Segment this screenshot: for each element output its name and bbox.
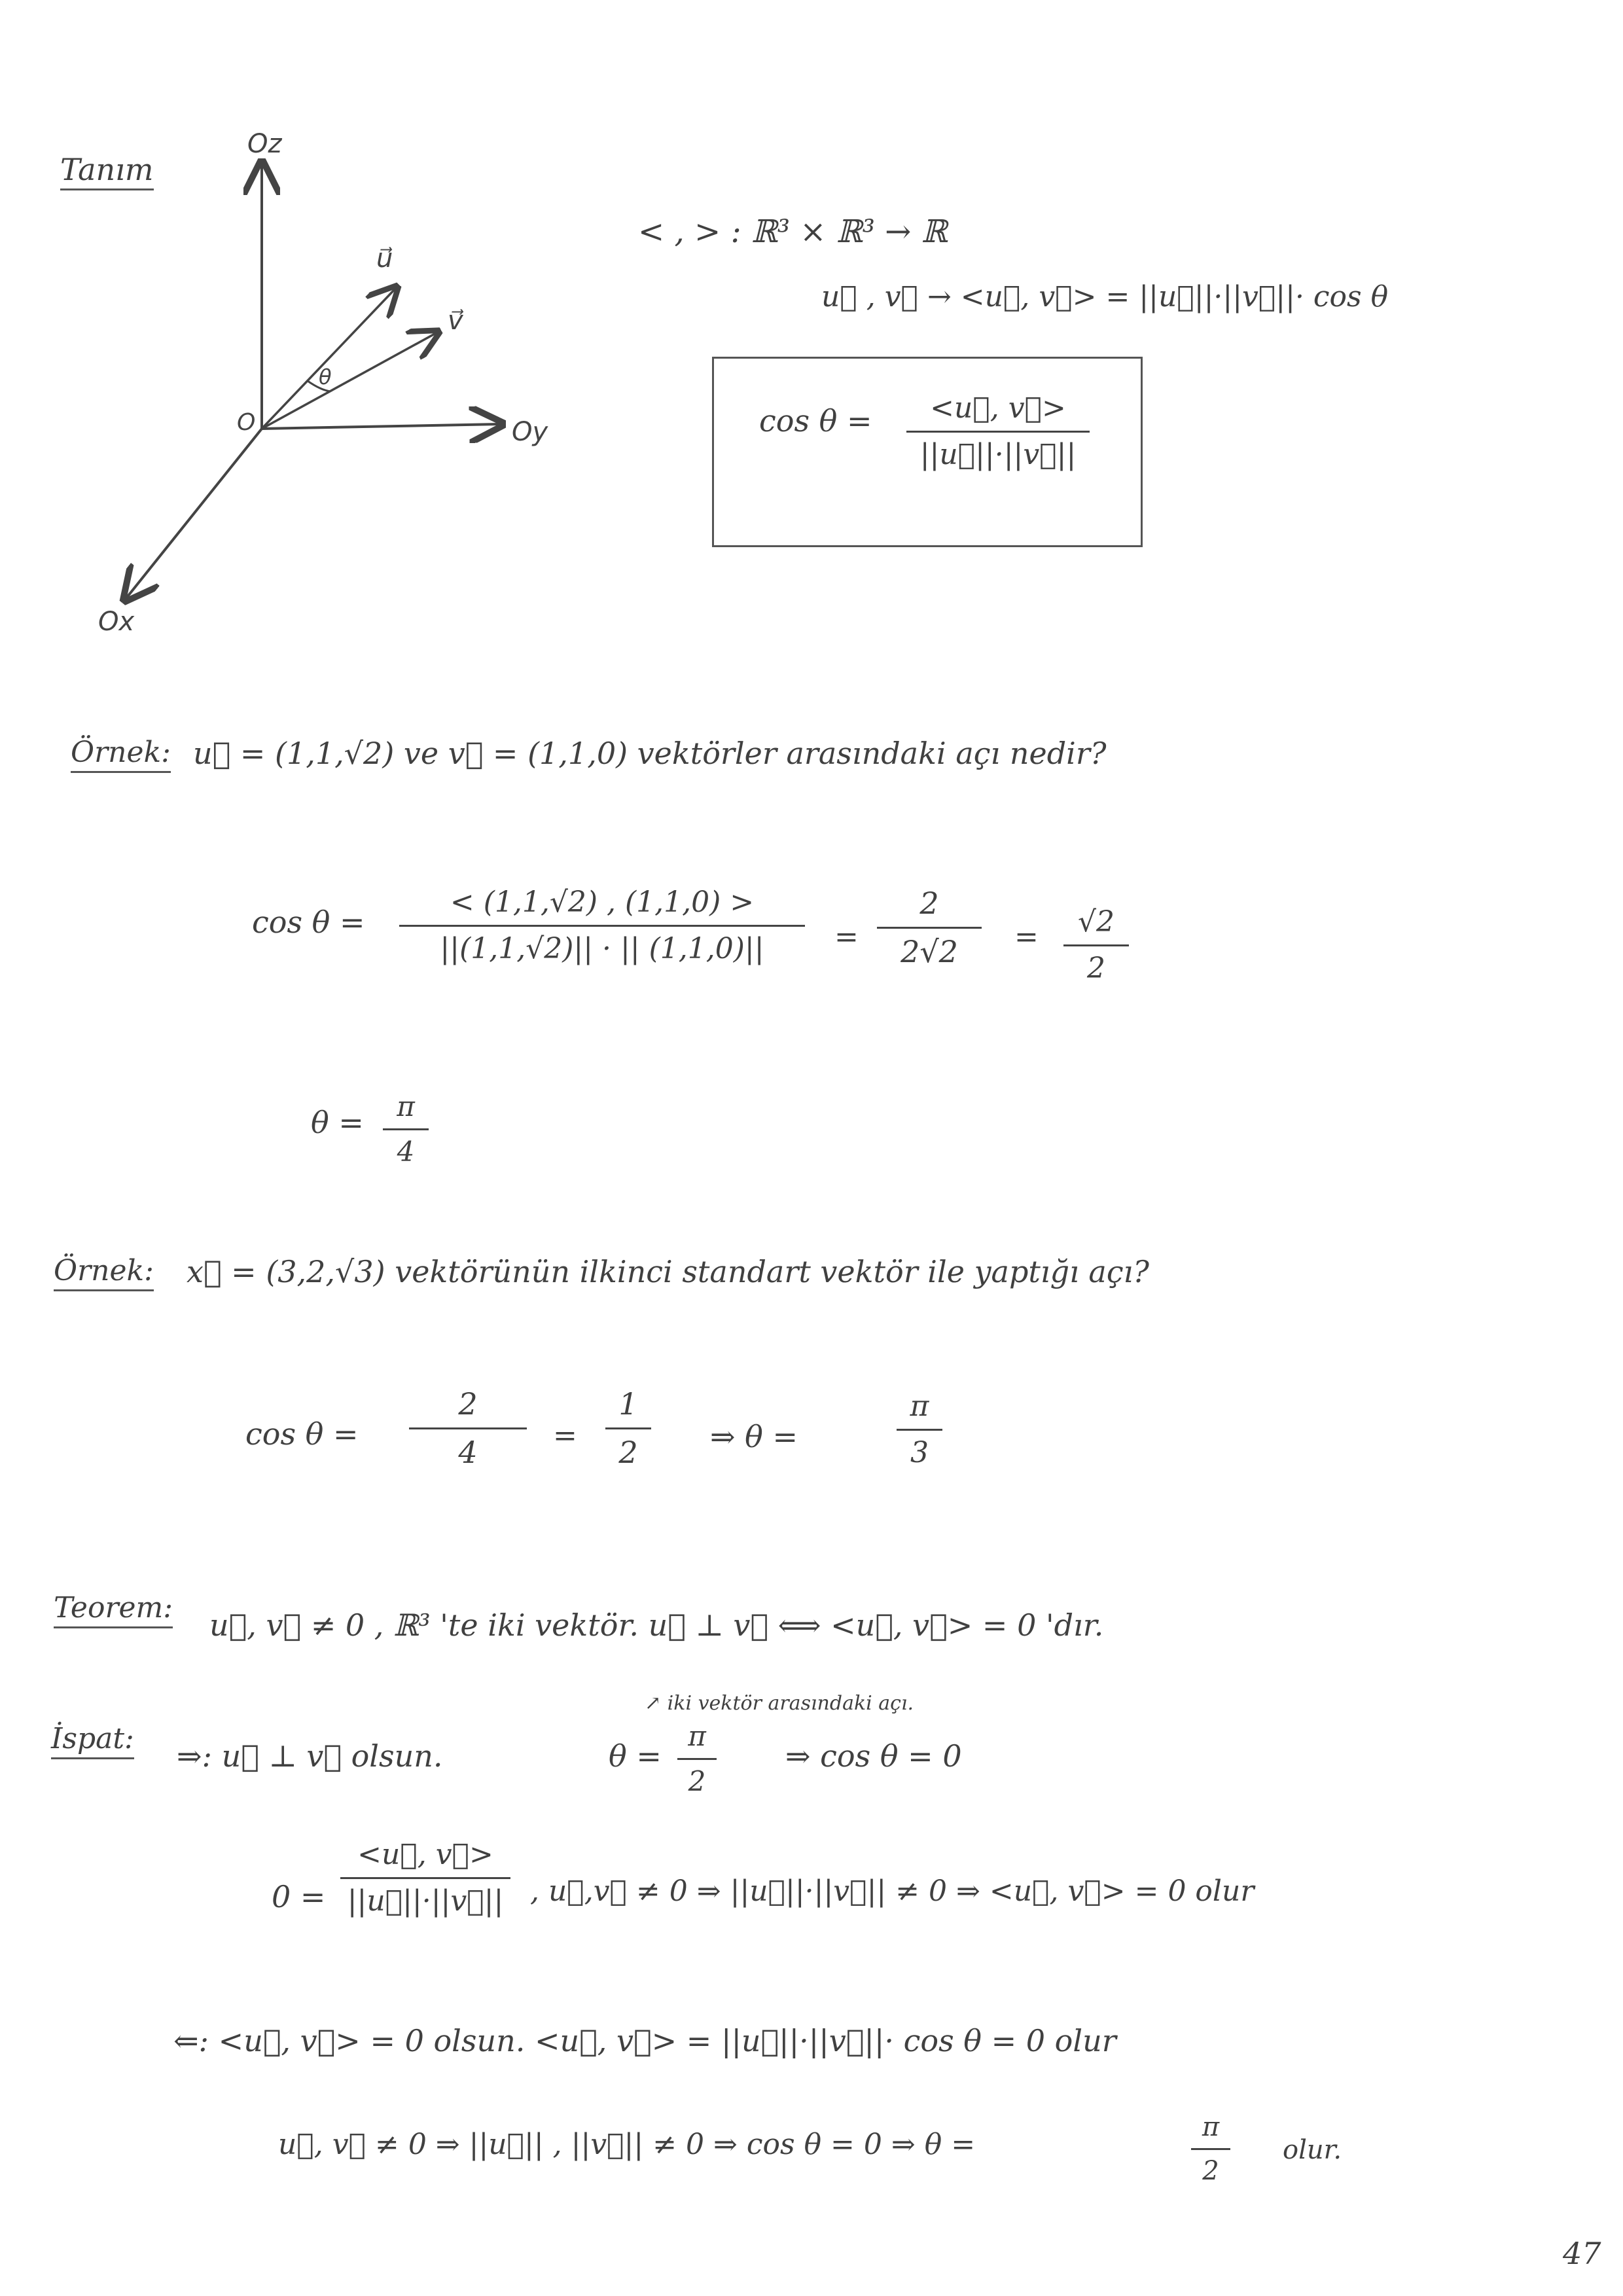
proof-line2-lhs: 0 = (272, 1879, 326, 1914)
example1-fraction3 (1063, 906, 1129, 985)
example2-numerator2: 1 (618, 1386, 638, 1422)
example2-implies: ⇒ θ = (710, 1419, 798, 1454)
box-fraction (906, 393, 1090, 471)
theorem-statement: u⃗, v⃗ ≠ 0 , ℝ³ 'te iki vektör. u⃗ ⊥ v⃗ ⟺ <u⃗, v⃗> = 0 'dır. (209, 1607, 1104, 1643)
proof-line4: u⃗, v⃗ ≠ 0 ⇒ ||u⃗|| , ||v⃗|| ≠ 0 ⇒ cos θ = 0 ⇒ θ = (278, 2128, 976, 2161)
example1-fraction2 (877, 887, 982, 968)
example1-heading: Örnek: (71, 738, 171, 773)
u-vector-arrow (262, 288, 396, 429)
example1-denominator2: 2√2 (901, 933, 958, 969)
example2-numerator: 2 (458, 1386, 478, 1422)
example1-theta-fraction (383, 1092, 429, 1167)
v-vector-label: v⃗ (448, 306, 463, 336)
example2-heading: Örnek: (54, 1257, 154, 1291)
box-cos-lhs: cos θ = (759, 403, 872, 439)
example1-fraction (399, 887, 805, 965)
inner-product-map: < , > : ℝ³ × ℝ³ → ℝ (638, 213, 948, 250)
proof-line4-end: olur. (1283, 2135, 1342, 2165)
example2-fraction (409, 1388, 527, 1469)
origin-label: O (237, 409, 256, 436)
example1-statement: u⃗ = (1,1,√2) ve v⃗ = (1,1,0) vektörler arasındaki açı nedir? (193, 736, 1107, 771)
page-number: 47 (1563, 2236, 1601, 2271)
axis-label-ox: Ox (98, 607, 135, 637)
box-denominator: ||u⃗||·||v⃗|| (919, 438, 1077, 472)
example1-eq1: = (834, 920, 859, 954)
definition-heading: Tanım (60, 154, 154, 190)
proof-line1-numerator: π (688, 1720, 706, 1752)
axis-label-oy: Oy (512, 417, 548, 447)
example1-eq2: = (1014, 920, 1039, 954)
proof-heading: İspat: (51, 1725, 134, 1759)
proof-line1: ⇒: u⃗ ⊥ v⃗ olsun. (177, 1738, 443, 1774)
example1-denominator: ||(1,1,√2)|| · || (1,1,0)|| (440, 932, 764, 966)
example2-fraction2 (605, 1388, 651, 1469)
example1-cos-lhs: cos θ = (252, 905, 365, 940)
proof-line3: ⇐: <u⃗, v⃗> = 0 olsun. <u⃗, v⃗> = ||u⃗||·||v⃗||· cos θ = 0 olur (173, 2023, 1116, 2058)
axis-label-oz: Oz (247, 129, 282, 159)
proof-line1-fraction (677, 1721, 717, 1797)
theorem-heading: Teorem: (54, 1594, 173, 1628)
proof-line4-denominator: 2 (1202, 2156, 1219, 2186)
example1-theta-numerator: π (397, 1090, 415, 1122)
y-axis (262, 424, 501, 429)
example1-numerator3: √2 (1077, 905, 1115, 939)
proof-line2-fraction (340, 1839, 510, 1918)
example2-numerator3: π (910, 1390, 929, 1423)
example2-denominator3: 3 (910, 1436, 929, 1470)
u-vector-label: u⃗ (376, 243, 393, 274)
proof-line1-theta: θ = (609, 1738, 662, 1774)
box-numerator: <u⃗, v⃗> (930, 391, 1066, 425)
x-axis (126, 429, 262, 599)
example1-numerator2: 2 (919, 886, 939, 921)
proof-line2-numerator: <u⃗, v⃗> (357, 1838, 493, 1871)
example2-denominator2: 2 (618, 1434, 638, 1470)
example2-cos-lhs: cos θ = (245, 1416, 359, 1452)
example2-eq: = (553, 1419, 577, 1452)
example1-denominator3: 2 (1087, 952, 1105, 986)
example1-theta-lhs: θ = (311, 1105, 364, 1140)
proof-line2-denominator: ||u⃗||·||v⃗|| (347, 1884, 504, 1918)
proof-note: ↗ iki vektör arasındaki açı. (645, 1692, 914, 1715)
angle-label: θ (319, 365, 332, 389)
proof-line1-denominator: 2 (688, 1765, 706, 1798)
proof-line4-fraction (1191, 2113, 1230, 2185)
example2-fraction3 (897, 1391, 942, 1469)
proof-line4-numerator: π (1202, 2112, 1220, 2142)
v-vector-arrow (262, 332, 437, 429)
proof-line1-rest: ⇒ cos θ = 0 (785, 1738, 962, 1774)
example1-theta-denominator: 4 (397, 1136, 415, 1168)
inner-product-formula: u⃗ , v⃗ → <u⃗, v⃗> = ||u⃗||·||v⃗||· cos θ (821, 280, 1389, 314)
example2-statement: x⃗ = (3,2,√3) vektörünün ilkinci standart vektör ile yaptığı açı? (187, 1254, 1149, 1289)
proof-line2-rest: , u⃗,v⃗ ≠ 0 ⇒ ||u⃗||·||v⃗|| ≠ 0 ⇒ <u⃗, v⃗> = 0 olur (530, 1874, 1255, 1908)
example1-numerator: < (1,1,√2) , (1,1,0) > (450, 886, 755, 919)
example2-denominator: 4 (458, 1434, 478, 1470)
